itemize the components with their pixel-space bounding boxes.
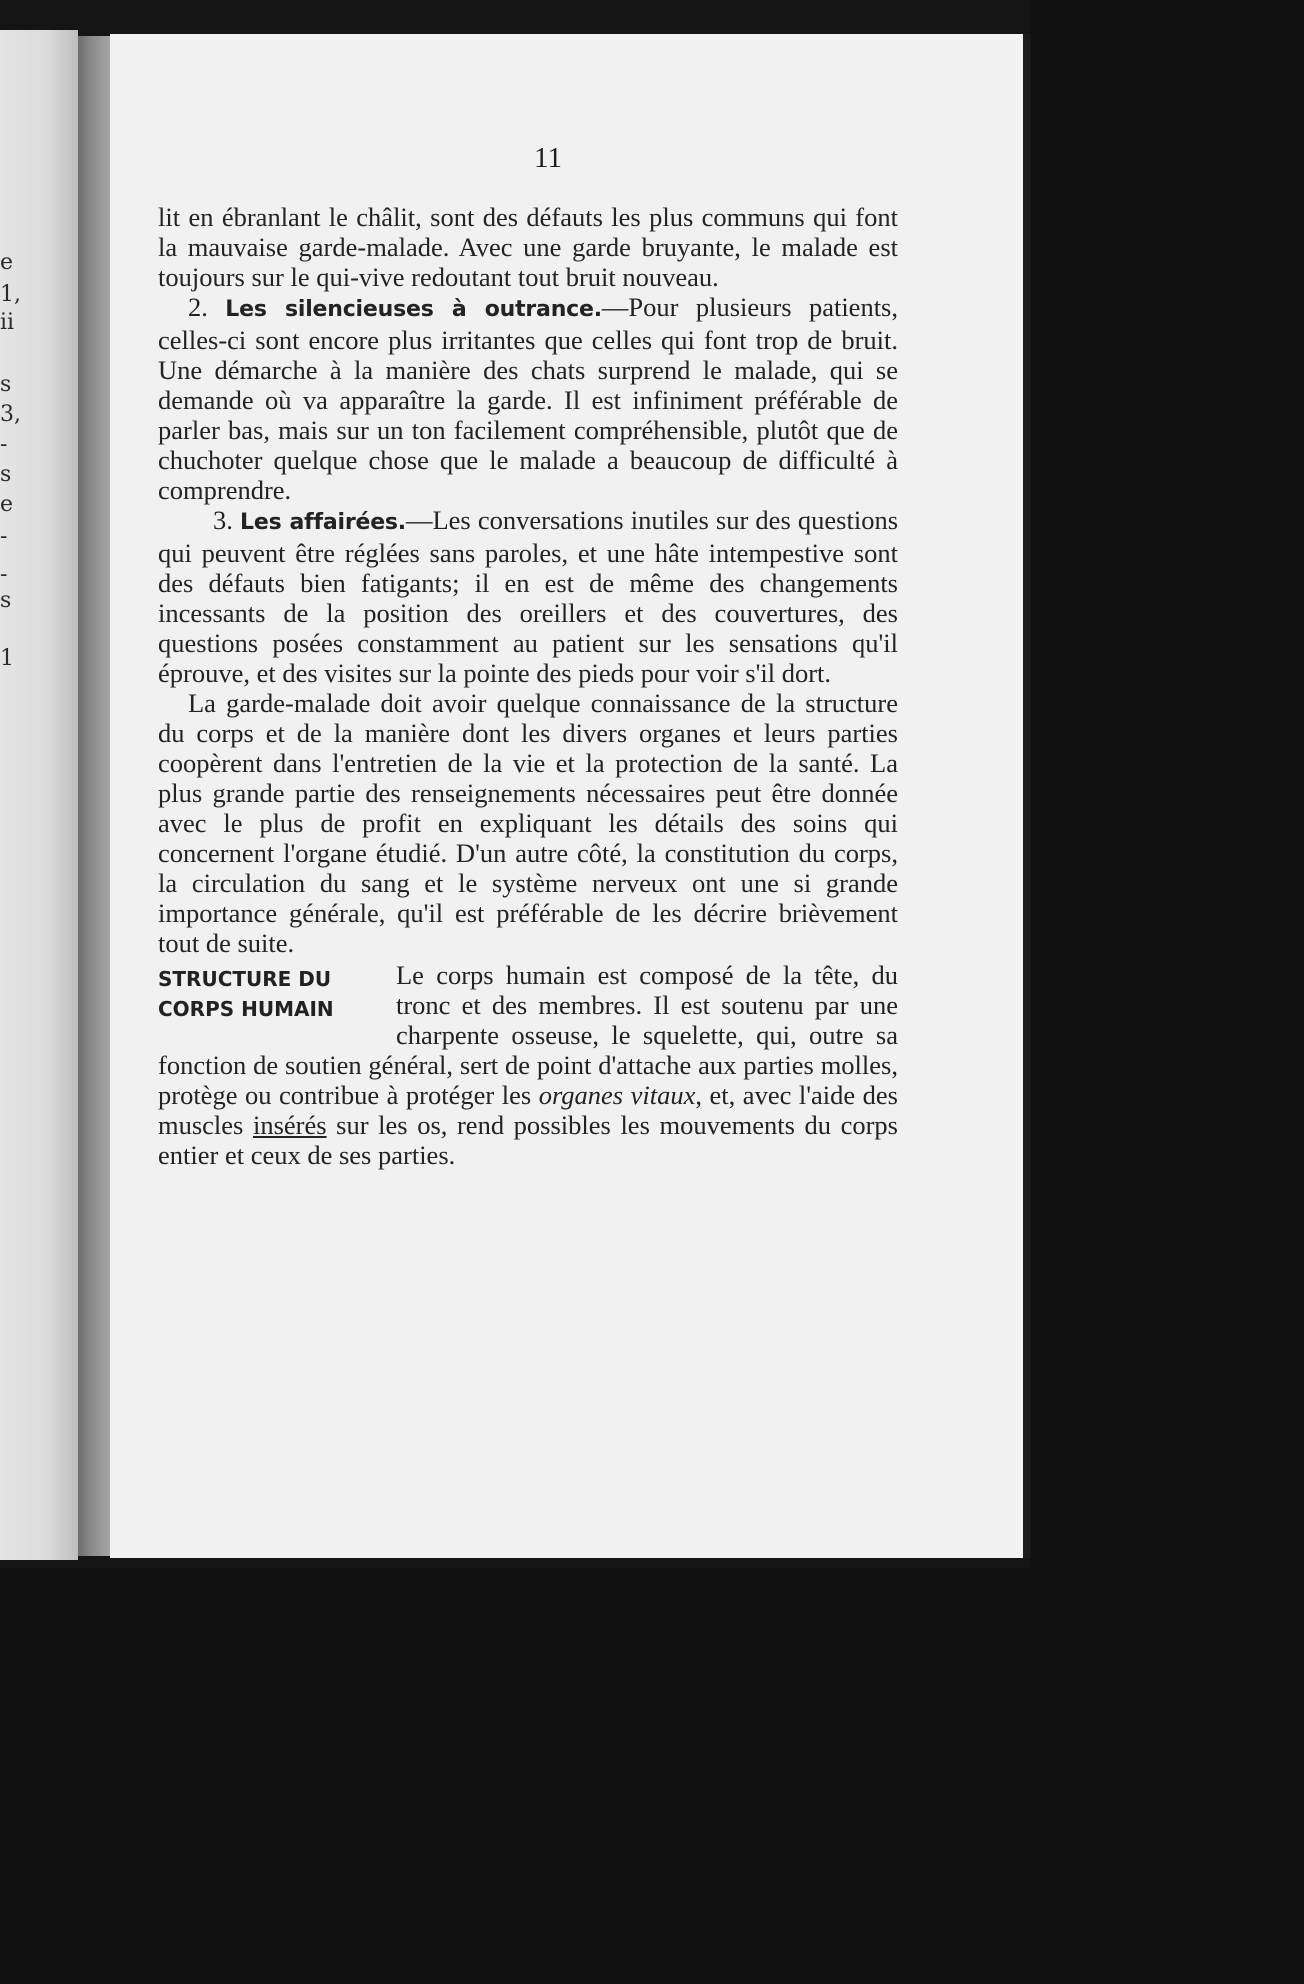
paragraph-general: La garde-malade doit avoir quelque connaissance de la structure du corps et de la manière dont les divers organes et leurs parties coopèrent dans l'entretien de la vie et la protection de la santé. La plus grande partie des renseignements nécessaires peut être donnée avec le plus de profit en expliquant les détails des soins qui concernent l'organe étudié. D'un autre côté, la constitution du corps, la circulation du sang et le système nerveux ont une si grande importance générale, qu'il est préférable de les décrire brièvement tout de suite. (158, 688, 898, 958)
edge-char: 1, (0, 282, 21, 307)
edge-char: - (0, 524, 8, 549)
paragraph-continuation: lit en ébranlant le châlit, sont des défauts les plus communs qui font la mauvaise garde-malade. Avec une garde bruyante, le malade est toujours sur le qui-vive redoutant tout bruit nouveau. (158, 202, 898, 292)
page-body-text (158, 202, 898, 1170)
right-border-shadow (1023, 34, 1031, 1558)
paragraph-item-3 (158, 505, 898, 688)
underlined-term: insérés (252, 1110, 327, 1140)
edge-char: 1 (0, 646, 14, 671)
section-text: , et, avec l'aide des muscles (158, 1080, 898, 1140)
section-text: sur les os, rend possibles les mouvements du corps entier et ceux de ses parties. (158, 1110, 898, 1170)
paragraph-item-2 (158, 292, 898, 505)
left-page-edge (0, 30, 78, 1560)
section-structure (158, 960, 898, 1170)
item-body: —Pour plusieurs patients, celles-ci sont encore plus irritantes que celles qui font trop de bruit. Une démarche à la manière des chats surprend le malade, qui se demande où va apparaître la garde. Il est infiniment préférable de parler bas, mais sur un ton facilement compréhensible, plutôt que de chuchoter quelque chose que le malade a beaucoup de difficulté à comprendre. (158, 292, 898, 505)
edge-char: s (0, 588, 12, 613)
book-page (110, 34, 1025, 1558)
edge-char: ii (0, 310, 15, 335)
edge-char: 3, (0, 402, 21, 427)
edge-char: e (0, 250, 14, 275)
item-heading: Les silencieuses à outrance. (225, 297, 602, 322)
section-heading (158, 964, 380, 1024)
edge-char: e (0, 492, 14, 517)
edge-char: - (0, 432, 8, 457)
edge-char: s (0, 372, 12, 397)
book-gutter-shadow (78, 36, 112, 1556)
page-number: 11 (534, 142, 562, 174)
section-text: Le corps humain est composé de la tête, du tronc et des membres. Il est soutenu par une charpente osseuse, le squelette, qui, outre sa fonction de soutien général, sert de point d'attache aux parties molles, protège ou contribue à protéger les (158, 960, 898, 1110)
italic-term: organes vitaux (538, 1080, 696, 1110)
item-number: 3. (213, 505, 233, 535)
left-page-text-fragments (0, 30, 21, 1560)
section-heading-line: CORPS HUMAIN (158, 997, 334, 1021)
item-body: —Les conversations inutiles sur des questions qui peuvent être réglées sans paroles, et une hâte intempestive sont des défauts bien fatigants; il en est de même des changements incessants de la position des oreillers et des couvertures, des questions posées constamment au patient sur les sensations qu'il éprouve, et des visites sur la pointe des pieds pour voir s'il dort. (158, 505, 899, 688)
edge-char: - (0, 562, 8, 587)
item-heading: Les affairées. (240, 510, 406, 535)
edge-char: s (0, 462, 12, 487)
section-heading-line: STRUCTURE DU (158, 967, 332, 991)
item-number: 2. (188, 292, 208, 322)
